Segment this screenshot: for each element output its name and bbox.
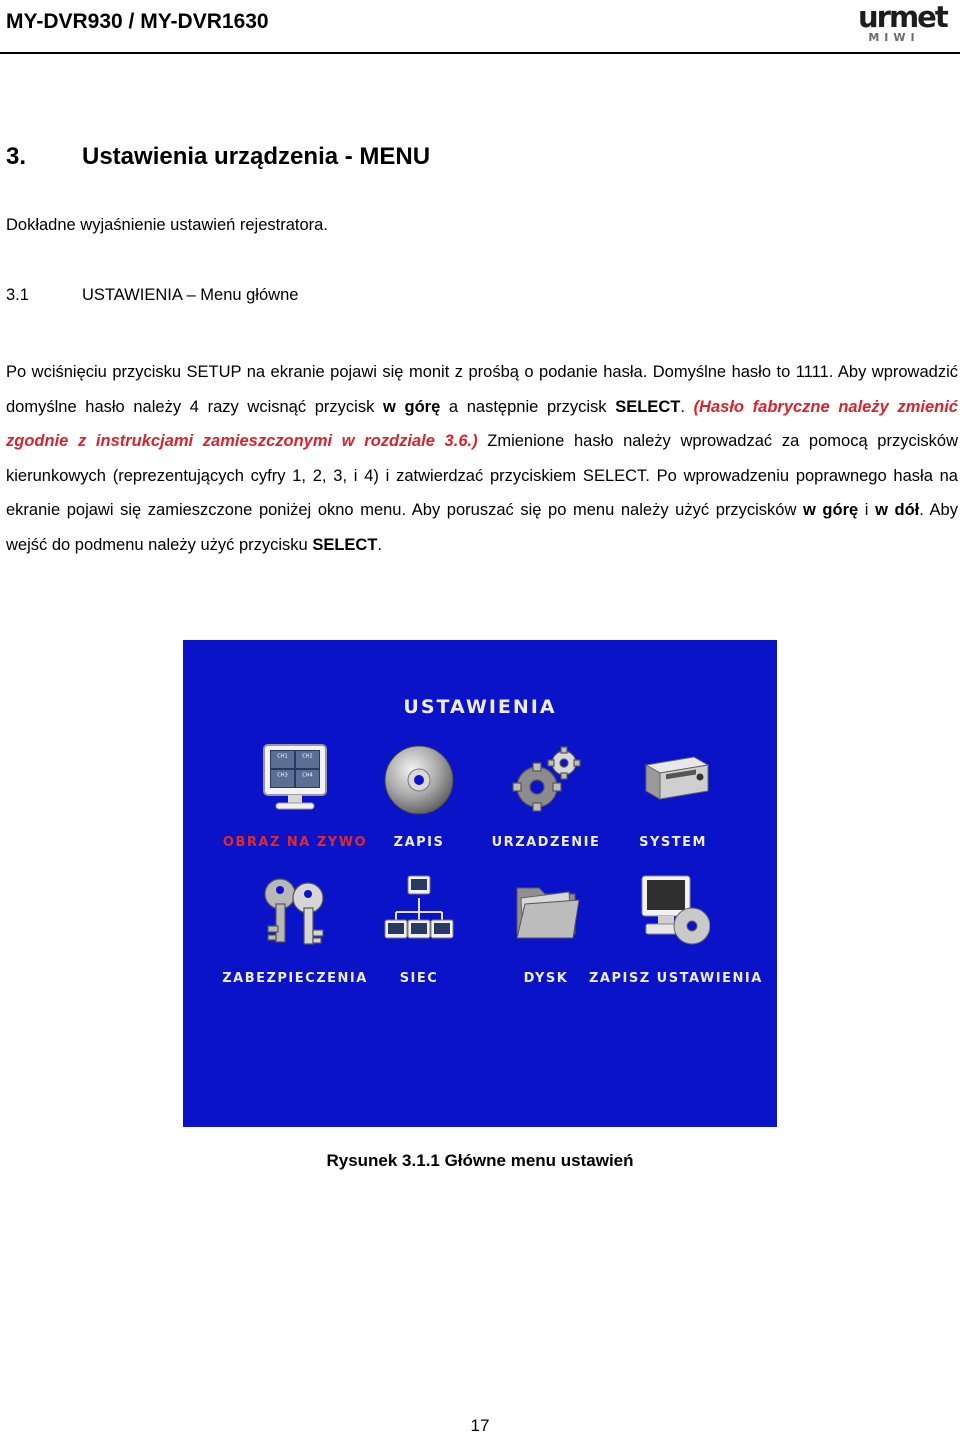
section-title: Ustawienia urządzenia - MENU [82,143,431,170]
cam-label: CH1 [277,753,288,760]
body-paragraph [6,355,958,562]
menu-item-label: ZAPIS [393,835,445,850]
menu-item-label: ZABEZPIECZENIA [222,971,368,986]
menu-item-label: OBRAZ NA ZYWO [222,835,368,850]
record-disc-icon [382,743,456,817]
system-dvr-icon [636,743,710,817]
figure-caption: Rysunek 3.1.1 Główne menu ustawień [326,1151,634,1170]
cam-label: CH4 [302,772,313,779]
body-bold-text: SELECT [312,535,378,554]
page-number: 17 [470,1416,490,1435]
urmet-logo [858,0,947,44]
cam-label: CH3 [277,772,288,779]
security-keys-icon [258,874,332,948]
body-text: Zmienione hasło należy wprowadzać za pomocą przycisków kierunkowych (reprezentujących cyfry 1, 2, 3, i 4) i zatwierdzać przyciskiem SELECT. Po wprowadzeniu poprawnego hasła na ekranie pojawi się zamieszczone poniżej okno menu. Aby poruszać się po menu należy użyć przycisków [6,432,958,519]
menu-item-label: SYSTEM [639,835,707,850]
menu-title: USTAWIENIA [403,696,557,718]
subsection-number: 3.1 [6,286,29,304]
device-gears-icon [509,743,583,817]
menu-item-label: URZADZENIE [491,835,601,850]
body-text: a następnie przycisk [440,397,616,416]
document-title: MY-DVR930 / MY-DVR1630 [6,10,269,33]
body-text: . Aby wejść do podmenu należy użyć przycisku [6,501,958,554]
menu-screenshot [183,640,777,1127]
body-bold-text: w górę [383,397,441,416]
section-number: 3. [6,143,27,170]
body-text: . [680,397,694,416]
subsection-title: USTAWIENIA – Menu główne [82,286,299,304]
body-bold-text: w górę [803,501,859,519]
logo-brand-text: urmet [858,0,947,34]
section-heading [6,143,430,171]
logo-sub-text: MIWI [868,31,920,44]
body-text: . [377,535,382,554]
cam-label: CH2 [302,753,313,760]
body-warning-text: (Hasło fabryczne należy zmienić zgodnie z instrukcjami zamieszczonymi w rozdziale 3.6.) [6,397,958,450]
menu-item-label: ZAPISZ USTAWIENIA [589,971,763,986]
live-view-monitor-icon [258,743,332,817]
menu-item-label: DYSK [523,971,569,986]
body-bold-text: w dół [875,501,920,519]
subsection-heading [6,286,298,305]
body-text: i [858,501,876,519]
network-icon [382,874,456,948]
save-settings-icon [636,874,710,948]
body-bold-text: SELECT [615,397,681,416]
body-text: Po wciśnięciu przycisku SETUP na ekranie pojawi się monit z prośbą o podanie hasła. Domyślne hasło to 1111. Aby wprowadzić domyślne hasło należy 4 razy wcisnąć przycisk [6,363,958,416]
section-intro: Dokładne wyjaśnienie ustawień rejestratora. [6,216,328,234]
menu-item-label: SIEC [399,971,439,986]
disk-folder-icon [509,874,583,948]
page-header [0,0,960,54]
